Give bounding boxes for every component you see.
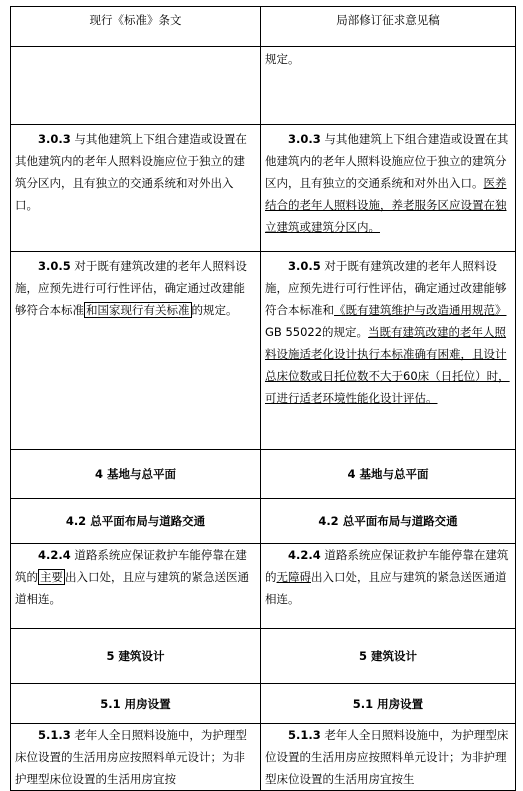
table-row: [11, 47, 516, 125]
clause-3-0-3-revision: [261, 125, 516, 252]
section-heading-revision: 4.2 总平面布局与道路交通: [261, 499, 516, 544]
section-heading-current: 5.1 用房设置: [11, 684, 261, 724]
table-row: [11, 544, 516, 629]
table-row: [11, 684, 516, 724]
clause-number: 3.0.5: [38, 259, 71, 273]
added-text: 当既有建筑改建的老年人照料设施适老化设计执行本标准确有困难，且设计总床位数或日托位数不大于60床（日托位）时，可进行适老环境性能化设计评估。: [265, 325, 510, 405]
chapter-heading-revision: 5 建筑设计: [261, 629, 516, 684]
clause-text-tail: 出入口处，且应与建筑的紧急送医通道相连。: [265, 570, 507, 606]
clause-5-1-3-current: [11, 724, 261, 791]
clause-4-2-4-current: [11, 544, 261, 629]
clause-text-tail: 的规定。: [191, 303, 238, 317]
cell-left-empty: [11, 47, 261, 125]
clause-number: 3.0.5: [288, 259, 321, 273]
comparison-table: [10, 6, 516, 791]
clause-text: 老年人全日照料设施中，为护理型床位设置的生活用房应按照料单元设计；为非护理型床位设置的生活用房宜按生: [265, 728, 509, 786]
table-row: [11, 125, 516, 252]
clause-text: 道路系统应保证救护车能停靠在建筑的: [15, 548, 247, 584]
clause-text: 与其他建筑上下组合建造或设置在其他建筑内的老年人照料设施应位于独立的建筑分区内，且有独立的交通系统和对外出入口。: [265, 132, 509, 190]
table-row: [11, 724, 516, 791]
table-row: [11, 499, 516, 544]
clause-5-1-3-revision: [261, 724, 516, 791]
clause-number: 4.2.4: [288, 548, 321, 562]
clause-number: 4.2.4: [38, 548, 71, 562]
chapter-heading-revision: 4 基地与总平面: [261, 450, 516, 499]
clause-text-tail: 出入口处，且应与建筑的紧急送医通道相连。: [15, 570, 249, 606]
table-row: [11, 629, 516, 684]
table-row: [11, 450, 516, 499]
clause-number: 3.0.3: [288, 132, 321, 146]
continuation-text: 规定。: [265, 52, 300, 66]
deleted-text: 主要: [40, 570, 63, 584]
clause-3-0-3-current: [11, 125, 261, 252]
clause-text: 老年人全日照料设施中，为护理型床位设置的生活用房应按照料单元设计；为非护理型床位设置的生活用房宜按: [15, 728, 247, 786]
clause-text: 对于既有建筑改建的老年人照料设施，应预先进行可行性评估，确定通过改建能够符合本标准和: [265, 259, 507, 317]
clause-number: 5.1.3: [288, 728, 321, 742]
added-text: 无障碍: [276, 570, 311, 584]
clause-4-2-4-revision: [261, 544, 516, 629]
clause-3-0-5-current: [11, 252, 261, 450]
chapter-heading-current: 5 建筑设计: [11, 629, 261, 684]
section-heading-revision: 5.1 用房设置: [261, 684, 516, 724]
clause-text-mid: GB 55022的规定。: [265, 325, 369, 339]
header-revision-draft: 局部修订征求意见稿: [261, 7, 516, 47]
clause-3-0-5-revision: [261, 252, 516, 450]
added-text: 《既有建筑维护与改造通用规范》: [334, 303, 507, 317]
added-text: 医养结合的老年人照料设施，养老服务区应设置在独立建筑或建筑分区内。: [265, 176, 507, 234]
header-current-standard: 现行《标准》条文: [11, 7, 261, 47]
clause-text: 道路系统应保证救护车能停靠在建筑的: [265, 548, 509, 584]
clause-text: 对于既有建筑改建的老年人照料设施，应预先进行可行性评估，确定通过改建能够符合本标准: [15, 259, 247, 317]
clause-text: 与其他建筑上下组合建造或设置在其他建筑内的老年人照料设施应位于独立的建筑分区内，且有独立的交通系统和对外出入口。: [15, 132, 247, 212]
table-row: [11, 252, 516, 450]
header-row: [11, 7, 516, 47]
deleted-text: 和国家现行有关标准: [86, 303, 190, 317]
clause-number: 3.0.3: [38, 132, 71, 146]
clause-number: 5.1.3: [38, 728, 71, 742]
section-heading-current: 4.2 总平面布局与道路交通: [11, 499, 261, 544]
chapter-heading-current: 4 基地与总平面: [11, 450, 261, 499]
cell-right-continuation: [261, 47, 516, 125]
